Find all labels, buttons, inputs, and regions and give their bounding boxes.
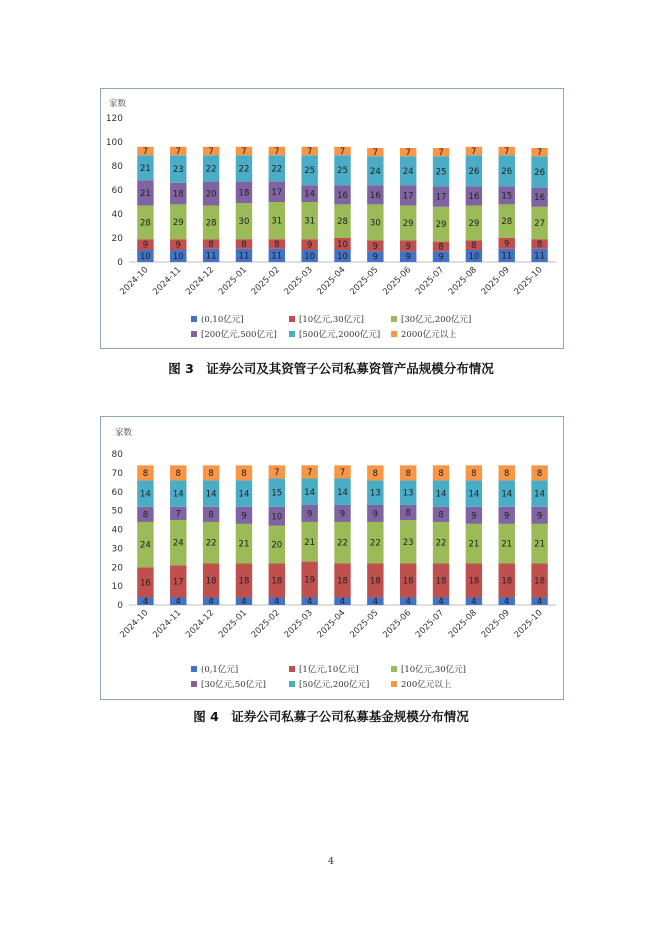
data-label: 8 bbox=[274, 240, 280, 250]
data-label: 26 bbox=[468, 166, 480, 177]
data-label: 26 bbox=[534, 168, 545, 178]
data-label: 14 bbox=[205, 489, 217, 500]
data-label: 7 bbox=[405, 148, 411, 159]
data-label: 8 bbox=[536, 468, 543, 479]
data-label: 16 bbox=[337, 190, 348, 201]
legend-label: [10亿元,30亿元] bbox=[401, 665, 466, 675]
data-label: 4 bbox=[241, 597, 247, 608]
data-label: 8 bbox=[241, 240, 247, 250]
data-label: 25 bbox=[337, 166, 348, 177]
legend-item bbox=[289, 313, 364, 325]
legend-item bbox=[391, 663, 466, 675]
data-label: 15 bbox=[271, 488, 283, 499]
data-label: 9 bbox=[372, 252, 379, 263]
y-tick-label: 120 bbox=[105, 114, 123, 124]
data-label: 21 bbox=[468, 539, 480, 550]
data-label: 10 bbox=[140, 252, 151, 262]
page-number: 4 bbox=[327, 856, 335, 867]
chart-3-plot bbox=[101, 89, 563, 301]
legend-swatch bbox=[191, 316, 197, 322]
data-label: 8 bbox=[438, 242, 444, 253]
legend-item bbox=[391, 678, 451, 690]
data-label: 7 bbox=[208, 147, 214, 157]
data-label: 9 bbox=[405, 241, 411, 252]
data-label: 14 bbox=[337, 487, 348, 498]
x-tick-label: 2025-07 bbox=[413, 608, 447, 641]
data-label: 24 bbox=[369, 166, 381, 177]
data-label: 17 bbox=[271, 187, 283, 198]
data-label: 16 bbox=[534, 193, 545, 204]
data-label: 15 bbox=[501, 191, 513, 202]
data-label: 4 bbox=[504, 597, 510, 608]
data-label: 8 bbox=[142, 468, 149, 479]
x-tick-label: 2025-01 bbox=[216, 608, 250, 641]
data-label: 14 bbox=[304, 487, 316, 498]
legend-label: 200亿元以上 bbox=[401, 680, 452, 690]
data-label: 21 bbox=[501, 539, 513, 550]
legend-item bbox=[289, 678, 369, 690]
data-label: 22 bbox=[337, 538, 348, 549]
x-tick-label: 2025-09 bbox=[479, 608, 512, 641]
y-tick-label: 40 bbox=[111, 210, 123, 220]
data-label: 4 bbox=[339, 597, 346, 608]
legend-label: [30亿元,50亿元] bbox=[201, 680, 266, 690]
data-label: 13 bbox=[369, 488, 381, 499]
data-label: 28 bbox=[205, 218, 217, 229]
data-label: 7 bbox=[536, 148, 543, 159]
data-label: 8 bbox=[208, 468, 214, 479]
data-label: 18 bbox=[337, 576, 348, 587]
legend-item bbox=[391, 328, 457, 340]
data-label: 16 bbox=[140, 578, 151, 589]
data-label: 9 bbox=[372, 509, 379, 520]
data-label: 17 bbox=[172, 577, 184, 588]
data-label: 18 bbox=[271, 576, 283, 587]
data-label: 9 bbox=[306, 509, 313, 520]
data-label: 18 bbox=[172, 189, 184, 200]
data-label: 18 bbox=[238, 576, 250, 587]
x-tick-label: 2024-11 bbox=[151, 608, 184, 641]
chart-4-plot bbox=[101, 417, 563, 653]
data-label: 14 bbox=[140, 489, 151, 500]
data-label: 8 bbox=[504, 468, 510, 479]
data-label: 18 bbox=[435, 576, 447, 587]
legend-item bbox=[191, 663, 238, 675]
legend-swatch bbox=[391, 331, 397, 337]
data-label: 28 bbox=[501, 217, 513, 228]
y-tick-label: 30 bbox=[111, 544, 123, 555]
legend-swatch bbox=[289, 666, 295, 672]
data-label: 7 bbox=[175, 509, 181, 520]
x-tick-label: 2024-10 bbox=[118, 608, 151, 641]
y-tick-label: 80 bbox=[111, 162, 123, 172]
data-label: 4 bbox=[438, 597, 444, 608]
x-tick-label: 2025-01 bbox=[216, 265, 250, 298]
legend-item bbox=[289, 328, 380, 340]
legend-label: (0,1亿元] bbox=[201, 665, 239, 675]
data-label: 21 bbox=[140, 189, 151, 199]
legend-label: [30亿元,200亿元] bbox=[401, 315, 472, 325]
data-label: 7 bbox=[372, 148, 379, 159]
data-label: 8 bbox=[536, 240, 543, 250]
data-label: 4 bbox=[208, 597, 214, 608]
legend-item bbox=[191, 313, 244, 325]
data-label: 10 bbox=[337, 252, 348, 262]
data-label: 14 bbox=[468, 489, 480, 500]
data-label: 21 bbox=[238, 539, 250, 550]
y-tick-label: 0 bbox=[117, 258, 123, 268]
data-label: 30 bbox=[369, 218, 381, 229]
data-label: 18 bbox=[402, 576, 414, 587]
data-label: 8 bbox=[208, 510, 214, 521]
legend-swatch bbox=[289, 331, 295, 337]
data-label: 18 bbox=[369, 576, 381, 587]
data-label: 21 bbox=[140, 163, 151, 174]
data-label: 14 bbox=[501, 489, 513, 500]
data-label: 8 bbox=[175, 468, 181, 479]
legend-label: [200亿元,500亿元] bbox=[201, 330, 277, 340]
legend-swatch bbox=[289, 681, 295, 687]
data-label: 7 bbox=[471, 147, 477, 157]
data-label: 14 bbox=[238, 489, 250, 500]
x-tick-label: 2024-12 bbox=[184, 608, 217, 641]
x-tick-label: 2025-08 bbox=[446, 608, 480, 641]
data-label: 4 bbox=[274, 597, 280, 608]
data-label: 7 bbox=[306, 467, 313, 478]
x-tick-label: 2025-06 bbox=[381, 265, 414, 298]
y-tick-label: 80 bbox=[111, 450, 123, 460]
data-label: 22 bbox=[205, 538, 217, 549]
data-label: 7 bbox=[339, 467, 346, 478]
y-tick-label: 60 bbox=[111, 487, 123, 498]
x-tick-label: 2025-10 bbox=[512, 608, 545, 641]
data-label: 8 bbox=[372, 468, 379, 479]
legend-label: 2000亿元以上 bbox=[401, 330, 457, 340]
data-label: 18 bbox=[534, 576, 545, 587]
y-axis-label: 家数 bbox=[109, 99, 127, 109]
data-label: 21 bbox=[304, 537, 316, 548]
y-tick-label: 20 bbox=[111, 234, 123, 244]
data-label: 10 bbox=[172, 252, 184, 262]
data-label: 28 bbox=[337, 217, 348, 228]
data-label: 16 bbox=[468, 192, 480, 202]
data-label: 7 bbox=[274, 467, 280, 478]
data-label: 22 bbox=[369, 538, 381, 549]
x-tick-label: 2025-04 bbox=[315, 265, 348, 298]
data-label: 13 bbox=[402, 488, 414, 499]
data-label: 7 bbox=[504, 147, 510, 157]
legend-swatch bbox=[289, 316, 295, 322]
y-tick-label: 10 bbox=[111, 582, 123, 593]
data-label: 10 bbox=[468, 252, 480, 262]
legend-swatch bbox=[191, 666, 197, 672]
data-label: 7 bbox=[306, 147, 313, 157]
data-label: 8 bbox=[241, 468, 247, 479]
data-label: 10 bbox=[271, 512, 283, 523]
y-tick-label: 0 bbox=[117, 601, 123, 611]
data-label: 4 bbox=[306, 597, 313, 608]
chart-3-container bbox=[100, 88, 564, 349]
chart-4-container bbox=[100, 416, 564, 700]
data-label: 8 bbox=[405, 468, 411, 479]
data-label: 26 bbox=[501, 166, 513, 177]
data-label: 14 bbox=[435, 489, 447, 500]
data-label: 29 bbox=[172, 217, 184, 228]
x-tick-label: 2025-05 bbox=[348, 608, 381, 641]
legend-swatch bbox=[391, 666, 397, 672]
data-label: 8 bbox=[471, 241, 477, 252]
data-label: 29 bbox=[402, 219, 414, 229]
y-tick-label: 70 bbox=[111, 468, 123, 479]
data-label: 11 bbox=[205, 251, 217, 262]
data-label: 9 bbox=[306, 240, 313, 251]
data-label: 8 bbox=[405, 508, 411, 519]
data-label: 9 bbox=[504, 239, 510, 250]
data-label: 23 bbox=[172, 165, 184, 175]
y-axis-label: 家数 bbox=[115, 428, 133, 438]
data-label: 10 bbox=[304, 252, 316, 262]
data-label: 4 bbox=[142, 597, 149, 608]
data-label: 22 bbox=[271, 164, 283, 175]
legend-item bbox=[289, 663, 359, 675]
data-label: 27 bbox=[534, 219, 545, 229]
legend-label: [50亿元,200亿元] bbox=[299, 680, 370, 690]
data-label: 24 bbox=[402, 166, 414, 177]
data-label: 17 bbox=[402, 191, 414, 202]
data-label: 4 bbox=[536, 597, 543, 608]
data-label: 25 bbox=[435, 167, 447, 178]
data-label: 24 bbox=[172, 538, 184, 549]
x-tick-label: 2025-09 bbox=[479, 265, 512, 298]
legend-item bbox=[191, 328, 277, 340]
x-tick-label: 2025-06 bbox=[381, 608, 414, 641]
data-label: 18 bbox=[238, 188, 250, 199]
data-label: 8 bbox=[142, 510, 149, 521]
x-tick-label: 2025-03 bbox=[282, 265, 315, 298]
legend-item bbox=[191, 678, 266, 690]
data-label: 24 bbox=[140, 540, 151, 551]
data-label: 11 bbox=[238, 251, 250, 262]
x-tick-label: 2025-05 bbox=[348, 265, 381, 298]
x-tick-label: 2025-10 bbox=[512, 265, 545, 298]
legend-item bbox=[391, 313, 471, 325]
chart-4-caption: 图 4 证券公司私募子公司私募基金规模分布情况 bbox=[193, 709, 469, 724]
y-tick-label: 100 bbox=[105, 138, 123, 148]
data-label: 7 bbox=[175, 147, 181, 157]
data-label: 9 bbox=[339, 509, 346, 520]
chart-3-caption: 图 3 证券公司及其资管子公司私募资管产品规模分布情况 bbox=[168, 361, 494, 376]
legend-swatch bbox=[391, 316, 397, 322]
x-tick-label: 2024-11 bbox=[151, 265, 184, 298]
data-label: 11 bbox=[534, 251, 545, 262]
y-tick-label: 40 bbox=[111, 525, 123, 536]
data-label: 9 bbox=[372, 241, 379, 252]
x-tick-label: 2024-12 bbox=[184, 265, 217, 298]
x-tick-label: 2024-10 bbox=[118, 265, 151, 298]
data-label: 21 bbox=[534, 539, 545, 550]
y-tick-label: 20 bbox=[111, 563, 123, 574]
legend-label: [500亿元,2000亿元] bbox=[299, 330, 381, 340]
data-label: 9 bbox=[142, 240, 149, 251]
data-label: 20 bbox=[205, 189, 217, 200]
data-label: 17 bbox=[435, 192, 447, 203]
data-label: 8 bbox=[438, 468, 444, 479]
data-label: 29 bbox=[435, 220, 447, 231]
data-label: 4 bbox=[471, 597, 477, 608]
legend-swatch bbox=[191, 681, 197, 687]
data-label: 31 bbox=[304, 216, 316, 227]
x-tick-label: 2025-07 bbox=[413, 265, 447, 298]
data-label: 29 bbox=[468, 219, 480, 229]
data-label: 28 bbox=[140, 218, 151, 229]
data-label: 9 bbox=[438, 252, 444, 263]
data-label: 8 bbox=[471, 468, 477, 479]
data-label: 7 bbox=[142, 147, 149, 157]
data-label: 9 bbox=[536, 511, 543, 522]
x-tick-label: 2025-02 bbox=[249, 265, 282, 298]
y-tick-label: 50 bbox=[111, 506, 123, 517]
data-label: 19 bbox=[304, 575, 316, 586]
data-label: 23 bbox=[402, 537, 414, 548]
legend-label: [1亿元,10亿元] bbox=[299, 665, 359, 675]
data-label: 11 bbox=[271, 251, 283, 262]
data-label: 20 bbox=[271, 540, 283, 551]
data-label: 7 bbox=[339, 147, 346, 157]
data-label: 11 bbox=[501, 251, 513, 262]
data-label: 16 bbox=[369, 190, 381, 201]
legend-label: (0,10亿元] bbox=[201, 315, 244, 325]
legend-swatch bbox=[191, 331, 197, 337]
x-tick-label: 2025-03 bbox=[282, 608, 315, 641]
data-label: 22 bbox=[205, 164, 217, 175]
data-label: 30 bbox=[238, 217, 250, 228]
data-label: 4 bbox=[405, 597, 411, 608]
x-tick-label: 2025-08 bbox=[446, 265, 480, 298]
legend-label: [10亿元,30亿元] bbox=[299, 315, 364, 325]
data-label: 8 bbox=[208, 240, 214, 250]
x-tick-label: 2025-02 bbox=[249, 608, 282, 641]
data-label: 22 bbox=[435, 538, 447, 549]
data-label: 31 bbox=[271, 216, 283, 227]
data-label: 10 bbox=[337, 240, 348, 250]
data-label: 22 bbox=[238, 164, 250, 175]
data-label: 7 bbox=[274, 147, 280, 157]
data-label: 8 bbox=[438, 510, 444, 521]
data-label: 18 bbox=[501, 576, 513, 587]
data-label: 4 bbox=[372, 597, 379, 608]
data-label: 25 bbox=[304, 166, 316, 177]
x-tick-label: 2025-04 bbox=[315, 608, 348, 641]
data-label: 14 bbox=[534, 489, 545, 500]
data-label: 9 bbox=[405, 252, 411, 263]
data-label: 18 bbox=[205, 576, 217, 587]
data-label: 4 bbox=[175, 597, 181, 608]
data-label: 18 bbox=[468, 576, 480, 587]
data-label: 9 bbox=[471, 511, 477, 522]
data-label: 14 bbox=[304, 189, 316, 200]
data-label: 14 bbox=[172, 489, 184, 500]
data-label: 9 bbox=[504, 511, 510, 522]
y-tick-label: 60 bbox=[111, 186, 123, 196]
data-label: 9 bbox=[241, 511, 247, 522]
legend-swatch bbox=[391, 681, 397, 687]
data-label: 7 bbox=[241, 147, 247, 157]
data-label: 9 bbox=[175, 240, 181, 251]
data-label: 7 bbox=[438, 148, 444, 159]
